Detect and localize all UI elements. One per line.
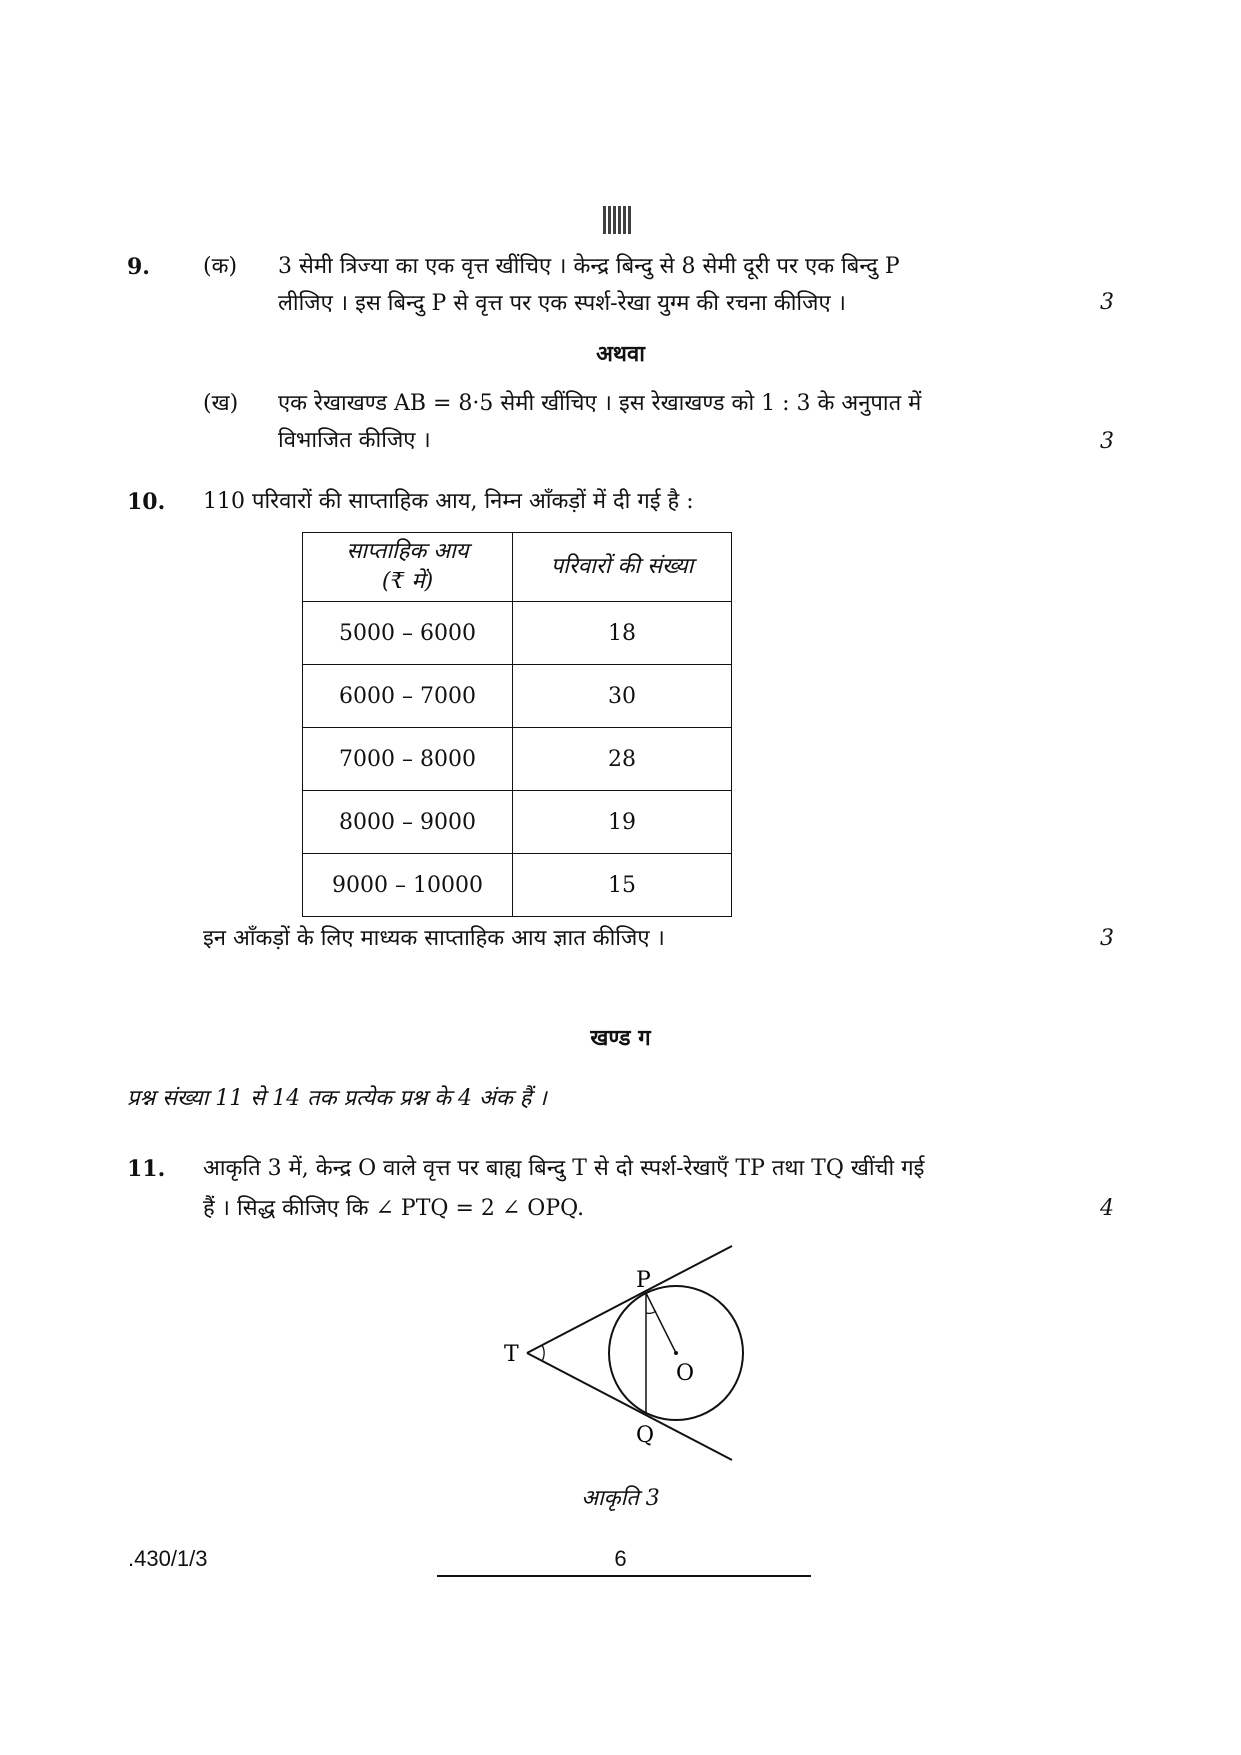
- cell-income: 7000 – 8000: [303, 728, 513, 791]
- label-p: P: [636, 1268, 651, 1293]
- cell-income: 6000 – 7000: [303, 665, 513, 728]
- question-text: इन आँकड़ों के लिए माध्यक साप्ताहिक आय ज्ञात कीजिए ।: [203, 926, 665, 951]
- figure-caption: आकृति 3: [581, 1486, 660, 1511]
- tangent-tq: [527, 1353, 732, 1460]
- part-label: (ख): [203, 391, 239, 416]
- section-instruction: प्रश्न संख्या 11 से 14 तक प्रत्येक प्रश्न के 4 अंक हैं ।: [127, 1086, 547, 1111]
- marks: 3: [1100, 926, 1114, 951]
- footer-rule: [437, 1575, 811, 1577]
- cell-count: 18: [513, 602, 732, 665]
- question-number: 9.: [127, 254, 150, 280]
- question-text: 110 परिवारों की साप्ताहिक आय, निम्न आँकड़ों में दी गई है :: [203, 489, 694, 514]
- marks: 4: [1100, 1196, 1114, 1221]
- part-label: (क): [203, 254, 238, 279]
- cell-income: 8000 – 9000: [303, 791, 513, 854]
- cell-income: 9000 – 10000: [303, 854, 513, 917]
- header-income: साप्ताहिक आय (₹ में): [303, 533, 513, 602]
- question-text: एक रेखाखण्ड AB = 8·5 सेमी खींचिए । इस रेखाखण्ड को 1 : 3 के अनुपात में: [278, 391, 922, 416]
- label-o: O: [676, 1361, 695, 1386]
- marks: 3: [1100, 290, 1114, 315]
- question-text: आकृति 3 में, केन्द्र O वाले वृत्त पर बाह्य बिन्दु T से दो स्पर्श-रेखाएँ TP तथा TQ खींची गई: [203, 1156, 925, 1181]
- page-number: 6: [614, 1546, 627, 1571]
- cell-count: 19: [513, 791, 732, 854]
- cell-count: 15: [513, 854, 732, 917]
- question-number: 10.: [127, 489, 166, 515]
- question-text: 3 सेमी त्रिज्या का एक वृत्त खींचिए । केन्द्र बिन्दु से 8 सेमी दूरी पर एक बिन्दु P: [278, 254, 900, 279]
- cell-count: 28: [513, 728, 732, 791]
- paper-code: .430/1/3: [128, 1546, 208, 1571]
- radius-op: [646, 1293, 676, 1353]
- tangent-tp: [527, 1246, 732, 1353]
- center-point: [674, 1351, 678, 1355]
- question-text: विभाजित कीजिए ।: [278, 428, 431, 453]
- angle-p-arc: [646, 1311, 656, 1313]
- or-divider: अथवा: [596, 341, 645, 367]
- label-t: T: [504, 1342, 519, 1367]
- section-title: खण्ड ग: [590, 1025, 651, 1051]
- question-number: 11.: [127, 1156, 166, 1182]
- header-families: परिवारों की संख्या: [513, 533, 732, 602]
- marks: 3: [1100, 429, 1114, 454]
- cell-count: 30: [513, 665, 732, 728]
- label-q: Q: [636, 1423, 655, 1448]
- question-text: हैं । सिद्ध कीजिए कि ∠ PTQ = 2 ∠ OPQ.: [203, 1196, 585, 1221]
- angle-t-arc: [542, 1345, 544, 1361]
- question-text: लीजिए । इस बिन्दु P से वृत्त पर एक स्पर्श-रेखा युग्म की रचना कीजिए ।: [278, 291, 846, 316]
- cell-income: 5000 – 6000: [303, 602, 513, 665]
